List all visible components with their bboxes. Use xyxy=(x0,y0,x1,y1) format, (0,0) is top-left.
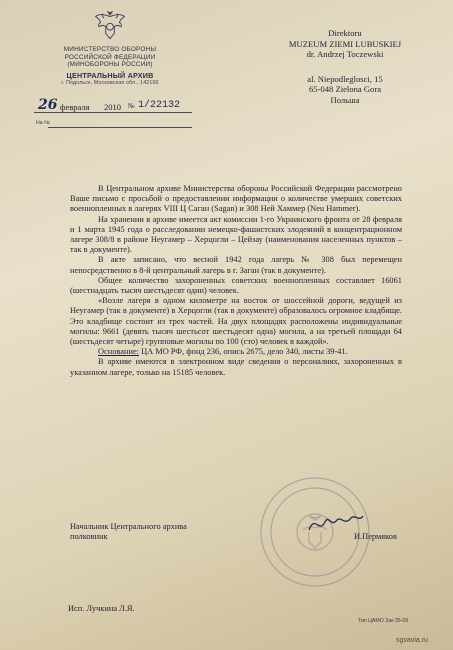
body-paragraph: В акте записано, что весной 1942 года лагерь № 308 был перемещен непосредственно в 8-й центральный лагерь в г. Заган (так в документе). xyxy=(70,255,402,275)
body-paragraph: В архиве имеются в электронном виде сведения о персоналиях, захороненных в указанном лагере, только на 15185 человек. xyxy=(70,357,402,377)
ministry-line: (МИНОБОРОНЫ РОССИИ) xyxy=(67,61,153,69)
executor-note: Исп. Лучкина Л.Я. xyxy=(68,604,135,613)
recipient-line: al. Niepodleglosci, 15 xyxy=(307,73,383,84)
recipient-block xyxy=(250,28,440,106)
reference-underline xyxy=(48,127,192,128)
ministry-line: РОССИЙСКОЙ ФЕДЕРАЦИИ xyxy=(64,53,156,61)
letter-body xyxy=(70,184,402,378)
double-headed-eagle-emblem xyxy=(93,8,127,42)
date-underline xyxy=(34,112,192,113)
basis-paragraph xyxy=(70,347,402,357)
date-month: февраля xyxy=(60,102,90,112)
date-line xyxy=(34,97,192,116)
recipient-line: Польша xyxy=(330,94,360,105)
recipient-spacer xyxy=(250,60,440,74)
recipient-line: 65-048 Zielona Gora xyxy=(308,84,382,95)
body-paragraph: «Возле лагеря в одном километре на восток от шоссейной дороги, ведущей из Неугамер (так в документе) в Херцогли (так в документе) образовалось огромное кладбище. Это кладбище состоит из трех частей. На двух площадях расположены индивидуальные могилы: 9661 (девять тысяч шестьсот шестьдесят одна) могила, а на третьей площади 64 (шестьдесят четыре) групповые могилы по 100 (сто) человек в каждой». xyxy=(70,296,402,347)
reference-label: На № xyxy=(36,120,50,126)
body-paragraph: В Центральном архиве Министерства обороны Российской Федерации рассмотрено Ваше письмо с просьбой о предоставлении информации о количестве умерших советских военнопленных в лагерях VIII Ц Саган (Sagan) и 308 Ней Хаммер (Neu Hammer). xyxy=(70,184,402,214)
body-paragraph: Общее количество захороненных советских военнопленных составляет 16061 (шестнадцать тысяч шестьдесят один) человек. xyxy=(70,275,402,296)
signatory-name: И.Пермяков xyxy=(354,532,397,541)
date-day: 26 xyxy=(38,97,58,113)
number-value: 1/22132 xyxy=(138,100,181,111)
signatory-title xyxy=(70,522,270,542)
basis-text: ЦА МО РФ, фонд 236, опись 2675, дело 340, листы 39-41. xyxy=(139,347,348,357)
site-watermark: sgvavia.ru xyxy=(396,637,428,644)
recipient-line: Direktoru xyxy=(328,28,362,38)
reference-line xyxy=(34,120,192,130)
recipient-line: dr. Andrzej Toczewski xyxy=(306,49,384,60)
recipient-line: MUZEUM ZIEMI LUBUSKIEJ xyxy=(288,38,402,49)
ministry-line: МИНИСТЕРСТВО ОБОРОНЫ xyxy=(63,46,157,53)
body-paragraph: На хранении в архиве имеется акт комиссии 1-го Украинского фронта от 28 февраля и 1 марта 1945 года о расследовании немецко-фашистских злодеяний в концентрационном лагере 308/8 в районе Неугамер – Херцогли – Цейзау (наименования населенных пунктов – так в документе). xyxy=(70,214,402,255)
date-year: 2010 xyxy=(104,102,121,112)
number-label: № xyxy=(128,102,135,110)
archive-address: г. Подольск, Московская обл., 142100 xyxy=(61,80,159,87)
basis-label: Основание: xyxy=(98,347,140,357)
signatory-title-line: Начальник Центрального архива xyxy=(70,522,187,531)
signatory-title-line: полковник xyxy=(70,532,108,542)
print-code: Тип ЦАМО Зак 35-09 xyxy=(358,618,409,624)
ministry-header xyxy=(30,46,190,88)
archive-name: ЦЕНТРАЛЬНЫЙ АРХИВ xyxy=(66,70,154,80)
